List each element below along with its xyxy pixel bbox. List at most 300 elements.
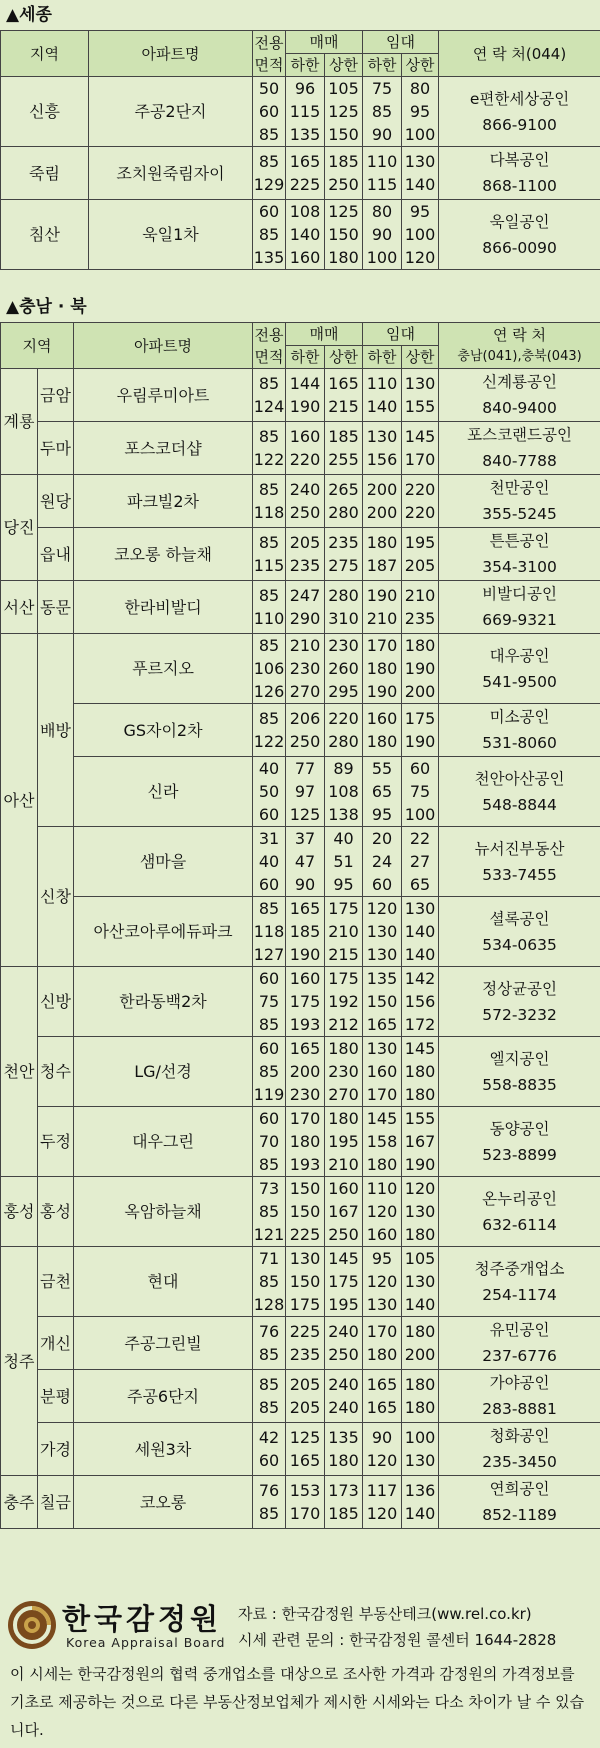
sale-high-cell <box>325 1317 363 1370</box>
sale-low-cell-value: 150 <box>289 1202 321 1221</box>
rent-low-cell-value: 187 <box>366 556 398 575</box>
sale-low-cell <box>286 1476 325 1529</box>
apartment-name: 주공6단지 <box>74 1370 253 1423</box>
sale-low-cell-value: 150 <box>289 1272 321 1291</box>
area-cell <box>253 827 286 897</box>
area-cell-value: 60 <box>258 1039 280 1058</box>
area-cell <box>253 1177 286 1247</box>
area-cell <box>253 704 286 757</box>
contact-cell <box>439 1037 600 1107</box>
rent-low-cell <box>363 1177 402 1247</box>
sale-high-cell-value: 210 <box>328 1155 359 1174</box>
area-cell <box>253 528 286 581</box>
area-cell-value: 85 <box>258 899 280 918</box>
area-cell-value: 85 <box>258 152 280 171</box>
sale-high-cell-value: 250 <box>328 1225 359 1244</box>
sale-low-cell-value: 115 <box>289 102 321 121</box>
kab-logo-icon <box>6 1599 58 1651</box>
sale-high-cell-value: 240 <box>328 1398 359 1417</box>
rent-low-cell-value: 170 <box>366 1085 398 1104</box>
area-cell <box>253 967 286 1037</box>
rent-high-cell-value: 155 <box>404 397 436 416</box>
rent-low-cell-value: 120 <box>366 1504 398 1523</box>
area-cell-value: 40 <box>258 852 280 871</box>
area-cell <box>253 1247 286 1317</box>
area-cell-value: 127 <box>253 945 285 964</box>
rent-low-cell-value: 120 <box>366 1451 398 1470</box>
rent-high-cell-value: 200 <box>404 682 436 701</box>
apartment-name: 대우그린 <box>74 1107 253 1177</box>
sale-low-cell-value: 160 <box>289 427 321 446</box>
agent-phone: 531-8060 <box>482 734 557 752</box>
sale-high-cell-value: 260 <box>328 659 359 678</box>
rent-high-cell <box>402 1247 439 1317</box>
area-cell-value: 76 <box>258 1322 280 1341</box>
rent-low-cell-value: 100 <box>366 248 398 267</box>
sejong-section <box>0 0 600 270</box>
rent-high-cell-value: 156 <box>404 992 436 1011</box>
sale-high-cell <box>325 581 363 634</box>
sale-high-cell-value: 175 <box>328 969 359 988</box>
sale-high-cell-value: 210 <box>328 922 359 941</box>
area-cell-value: 85 <box>258 1375 280 1394</box>
area-cell-value: 40 <box>258 759 280 778</box>
rent-high-cell <box>402 827 439 897</box>
sale-low-cell-value: 185 <box>289 922 321 941</box>
rent-low-cell <box>363 1370 402 1423</box>
header-area <box>253 323 286 369</box>
area-cell-value: 126 <box>253 682 285 701</box>
city-cell: 천안 <box>1 967 38 1177</box>
agent-name: 청주중개업소 <box>474 1259 565 1278</box>
apartment-name: 아산코아루에듀파크 <box>74 897 253 967</box>
table-row <box>1 1370 600 1423</box>
dong-cell: 두마 <box>38 422 74 475</box>
area-cell-value: 129 <box>253 175 285 194</box>
header-contact: 연 락 처(044) <box>439 31 600 77</box>
area-cell-value: 60 <box>258 202 280 221</box>
sale-low-cell-value: 205 <box>289 1398 321 1417</box>
sale-low-cell-value: 144 <box>289 374 321 393</box>
rent-low-cell-value: 180 <box>366 659 398 678</box>
area-cell <box>253 1476 286 1529</box>
rent-low-cell-value: 130 <box>366 1295 398 1314</box>
table-row <box>1 1476 600 1529</box>
table-row <box>1 200 600 270</box>
rent-low-cell <box>363 422 402 475</box>
disclaimer-text: 이 시세는 한국감정원의 협력 중개업소를 대상으로 조사한 가격과 감정원의 가격정보를 기초로 제공하는 것으로 다른 부동산정보업체가 제시한 시세와는 다소 차이가 날 수 있습니다. <box>10 1665 585 1739</box>
sejong-price-table <box>0 30 600 270</box>
area-cell-value: 50 <box>258 79 280 98</box>
area-cell-value: 85 <box>258 1015 280 1034</box>
contact-cell <box>439 369 600 422</box>
rent-low-cell <box>363 1423 402 1476</box>
sale-low-cell-value: 205 <box>289 1375 321 1394</box>
sale-high-cell-value: 215 <box>328 397 359 416</box>
sale-low-cell-value: 235 <box>289 1345 321 1364</box>
table-row <box>1 1107 600 1177</box>
header-sale-high: 상한 <box>325 54 363 77</box>
agent-phone: 541-9500 <box>482 672 557 691</box>
sale-low-cell-value: 135 <box>289 125 321 144</box>
sale-low-cell-value: 165 <box>289 899 321 918</box>
area-cell-value: 75 <box>258 992 280 1011</box>
contact-cell <box>439 1423 600 1476</box>
rent-high-cell-value: 142 <box>404 969 436 988</box>
area-cell <box>253 200 286 270</box>
sale-high-cell <box>325 827 363 897</box>
rent-low-cell <box>363 369 402 422</box>
rent-low-cell-value: 210 <box>366 609 398 628</box>
rent-high-cell-value: 180 <box>404 1375 436 1394</box>
table-row <box>1 757 600 827</box>
area-cell-value: 85 <box>258 1155 280 1174</box>
header-sale-high: 상한 <box>325 346 363 369</box>
sale-low-cell-value: 206 <box>289 709 321 728</box>
agent-phone: 632-6114 <box>482 1215 557 1234</box>
rent-high-cell <box>402 967 439 1037</box>
dong-cell: 금천 <box>38 1247 74 1317</box>
rent-low-cell <box>363 581 402 634</box>
area-cell-value: 121 <box>253 1225 285 1244</box>
area-cell-value: 71 <box>258 1249 280 1268</box>
apartment-name: 샘마을 <box>74 827 253 897</box>
dong-cell: 청수 <box>38 1037 74 1107</box>
sale-high-cell-value: 135 <box>328 1428 359 1447</box>
table-row <box>1 1317 600 1370</box>
sale-low-cell-value: 150 <box>289 1179 321 1198</box>
sale-high-cell-value: 192 <box>328 992 359 1011</box>
area-cell-value: 85 <box>258 533 280 552</box>
agent-name: 뉴서진부동산 <box>474 839 565 858</box>
agent-name: 포스코랜드공인 <box>467 426 572 444</box>
area-cell-value: 119 <box>253 1085 285 1104</box>
table-row <box>1 475 600 528</box>
table-row <box>1 422 600 475</box>
rent-high-cell-value: 130 <box>404 374 436 393</box>
area-cell <box>253 1107 286 1177</box>
sale-low-cell-value: 230 <box>289 1085 321 1104</box>
sale-high-cell-value: 275 <box>328 556 359 575</box>
sale-high-cell-value: 173 <box>328 1481 359 1500</box>
sale-low-cell-value: 160 <box>289 969 321 988</box>
area-cell-value: 124 <box>253 397 285 416</box>
dong-cell: 원당 <box>38 475 74 528</box>
sale-high-cell-value: 310 <box>328 609 359 628</box>
rent-low-cell <box>363 77 402 147</box>
header-sale-low: 하한 <box>286 54 325 77</box>
rent-high-cell-value: 190 <box>404 659 436 678</box>
agent-phone: 533-7455 <box>482 865 557 884</box>
header-sale-low: 하한 <box>286 346 325 369</box>
city-cell: 당진 <box>1 475 38 581</box>
contact-cell <box>439 704 600 757</box>
sale-low-cell <box>286 422 325 475</box>
apartment-name: 코오롱 <box>74 1476 253 1529</box>
dong-cell: 배방 <box>38 634 74 827</box>
rent-high-cell-value: 140 <box>404 1504 436 1523</box>
contact-cell <box>439 147 600 200</box>
sale-low-cell-value: 210 <box>289 636 321 655</box>
header-area <box>253 31 286 77</box>
area-cell-value: 122 <box>253 732 285 751</box>
rent-low-cell-value: 158 <box>366 1132 398 1151</box>
rent-high-cell-value: 130 <box>404 152 436 171</box>
rent-high-cell <box>402 369 439 422</box>
sale-high-cell-value: 40 <box>333 829 354 848</box>
city-cell: 계룡 <box>1 369 38 475</box>
sale-high-cell-value: 280 <box>328 732 359 751</box>
area-cell-value: 85 <box>258 709 280 728</box>
apartment-name: 파크빌2차 <box>74 475 253 528</box>
area-cell-value: 60 <box>258 969 280 988</box>
agent-phone: 572-3232 <box>482 1005 557 1024</box>
header-contact-line1: 연 락 처 <box>493 325 547 344</box>
rent-high-cell-value: 100 <box>404 225 436 244</box>
rent-low-cell-value: 165 <box>366 1375 398 1394</box>
sale-high-cell <box>325 1476 363 1529</box>
agent-name: 천만공인 <box>489 479 550 497</box>
agent-name: 욱일공인 <box>489 212 550 231</box>
area-cell <box>253 897 286 967</box>
sale-low-cell <box>286 1107 325 1177</box>
rent-high-cell <box>402 1370 439 1423</box>
sale-low-cell <box>286 1370 325 1423</box>
sale-low-cell <box>286 1317 325 1370</box>
sale-low-cell <box>286 77 325 147</box>
sale-low-cell-value: 225 <box>289 1322 321 1341</box>
chungnam-title: ▲충남 · 북 <box>6 297 87 317</box>
sale-high-cell <box>325 528 363 581</box>
rent-low-cell-value: 110 <box>366 152 398 171</box>
sale-low-cell-value: 230 <box>289 659 321 678</box>
contact-cell <box>439 1247 600 1317</box>
sale-high-cell-value: 175 <box>328 1272 359 1291</box>
rent-high-cell-value: 22 <box>409 829 431 848</box>
sale-low-cell-value: 190 <box>289 397 321 416</box>
apartment-name: 주공2단지 <box>89 77 253 147</box>
sale-low-cell-value: 193 <box>289 1155 321 1174</box>
table-row <box>1 369 600 422</box>
footer-banner <box>0 1595 600 1657</box>
rent-high-cell-value: 75 <box>409 782 431 801</box>
header-area-line1: 전용 <box>254 325 284 344</box>
area-cell-value: 85 <box>258 1062 280 1081</box>
apartment-name: LG/선경 <box>74 1037 253 1107</box>
sale-low-cell-value: 250 <box>289 503 321 522</box>
area-cell-value: 85 <box>258 374 280 393</box>
rent-low-cell-value: 90 <box>371 1428 393 1447</box>
table-row <box>1 77 600 147</box>
sale-low-cell-value: 247 <box>289 586 321 605</box>
header-region: 지역 <box>1 323 74 369</box>
area-cell-value: 118 <box>253 922 285 941</box>
area-cell-value: 128 <box>253 1295 285 1314</box>
sale-high-cell-value: 235 <box>328 533 359 552</box>
rent-high-cell-value: 80 <box>409 79 431 98</box>
rent-low-cell-value: 90 <box>371 125 393 144</box>
contact-cell <box>439 967 600 1037</box>
rent-low-cell-value: 145 <box>366 1109 398 1128</box>
sale-high-cell-value: 165 <box>328 374 359 393</box>
rent-low-cell-value: 165 <box>366 1015 398 1034</box>
sale-high-cell-value: 185 <box>328 152 359 171</box>
dong-cell: 개신 <box>38 1317 74 1370</box>
rent-low-cell <box>363 634 402 704</box>
rent-high-cell-value: 130 <box>404 1272 436 1291</box>
rent-low-cell-value: 85 <box>371 102 393 121</box>
table-row <box>1 1247 600 1317</box>
table-row <box>1 147 600 200</box>
rent-high-cell-value: 130 <box>404 1451 436 1470</box>
area-cell-value: 85 <box>258 586 280 605</box>
rent-high-cell <box>402 77 439 147</box>
sale-high-cell <box>325 1177 363 1247</box>
sale-high-cell-value: 280 <box>328 503 359 522</box>
sale-low-cell-value: 225 <box>289 175 321 194</box>
sale-high-cell-value: 212 <box>328 1015 359 1034</box>
rent-low-cell-value: 130 <box>366 945 398 964</box>
rent-high-cell-value: 130 <box>404 899 436 918</box>
area-cell-value: 85 <box>258 1202 280 1221</box>
area-cell-value: 31 <box>258 829 280 848</box>
table-row <box>1 897 600 967</box>
area-cell <box>253 475 286 528</box>
sale-high-cell-value: 265 <box>328 480 359 499</box>
rent-high-cell-value: 235 <box>404 609 436 628</box>
sale-high-cell-value: 230 <box>328 1062 359 1081</box>
rent-low-cell-value: 140 <box>366 397 398 416</box>
sale-low-cell-value: 130 <box>289 1249 321 1268</box>
rent-low-cell-value: 130 <box>366 922 398 941</box>
header-contact-line2: 충남(041),충북(043) <box>457 348 582 364</box>
rent-high-cell <box>402 704 439 757</box>
rent-high-cell <box>402 581 439 634</box>
sale-high-cell-value: 215 <box>328 945 359 964</box>
rent-high-cell-value: 180 <box>404 1322 436 1341</box>
sale-low-cell <box>286 475 325 528</box>
contact-cell <box>439 634 600 704</box>
sale-high-cell-value: 255 <box>328 450 359 469</box>
area-cell-value: 85 <box>258 1504 280 1523</box>
table-row <box>1 1177 600 1247</box>
contact-cell <box>439 1370 600 1423</box>
apartment-name: 조치원죽림자이 <box>89 147 253 200</box>
sale-high-cell-value: 89 <box>333 759 354 778</box>
dong-cell: 신창 <box>38 827 74 967</box>
rent-low-cell-value: 20 <box>371 829 393 848</box>
rent-low-cell-value: 160 <box>366 1062 398 1081</box>
header-contact <box>439 323 600 369</box>
dong-cell: 가경 <box>38 1423 74 1476</box>
area-cell <box>253 422 286 475</box>
sale-high-cell <box>325 897 363 967</box>
area-cell-value: 60 <box>258 805 280 824</box>
chungnam-price-table <box>0 322 600 1529</box>
rent-low-cell-value: 80 <box>371 202 393 221</box>
sale-low-cell-value: 240 <box>289 480 321 499</box>
rent-high-cell <box>402 475 439 528</box>
area-cell-value: 60 <box>258 875 280 894</box>
header-sale: 매매 <box>286 323 363 346</box>
sale-low-cell <box>286 704 325 757</box>
sale-low-cell-value: 200 <box>289 1062 321 1081</box>
sale-high-cell-value: 180 <box>328 248 359 267</box>
apartment-name: 옥암하늘채 <box>74 1177 253 1247</box>
agent-phone: 283-8881 <box>482 1400 557 1418</box>
rent-low-cell-value: 165 <box>366 1398 398 1417</box>
sale-high-cell-value: 175 <box>328 899 359 918</box>
table-row <box>1 1423 600 1476</box>
contact-cell <box>439 1177 600 1247</box>
agent-name: 비발디공인 <box>482 585 557 603</box>
area-cell <box>253 581 286 634</box>
area-cell-value: 60 <box>258 1451 280 1470</box>
rent-low-cell-value: 170 <box>366 1322 398 1341</box>
sale-low-cell-value: 96 <box>294 79 316 98</box>
dong-cell: 분평 <box>38 1370 74 1423</box>
rent-low-cell-value: 130 <box>366 1039 398 1058</box>
rent-high-cell-value: 145 <box>404 427 436 446</box>
rent-low-cell-value: 160 <box>366 709 398 728</box>
rent-low-cell <box>363 1107 402 1177</box>
sale-high-cell <box>325 147 363 200</box>
dong-cell: 홍성 <box>38 1177 74 1247</box>
agent-phone: 523-8899 <box>482 1145 557 1164</box>
area-cell-value: 76 <box>258 1481 280 1500</box>
rent-low-cell-value: 150 <box>366 992 398 1011</box>
city-cell: 청주 <box>1 1247 38 1476</box>
sale-low-cell-value: 77 <box>294 759 316 778</box>
agent-phone: 534-0635 <box>482 935 557 954</box>
sale-high-cell-value: 150 <box>328 125 359 144</box>
contact-cell <box>439 200 600 270</box>
rent-low-cell-value: 200 <box>366 503 398 522</box>
sale-low-cell-value: 37 <box>294 829 316 848</box>
rent-high-cell <box>402 634 439 704</box>
rent-high-cell-value: 65 <box>409 875 431 894</box>
contact-cell <box>439 422 600 475</box>
sale-low-cell <box>286 967 325 1037</box>
agent-name: 유민공인 <box>489 1321 550 1339</box>
rent-low-cell-value: 95 <box>371 1249 393 1268</box>
contact-cell <box>439 77 600 147</box>
sale-high-cell <box>325 967 363 1037</box>
agent-name: 엘지공인 <box>489 1049 550 1068</box>
rent-low-cell <box>363 1037 402 1107</box>
area-cell-value: 85 <box>258 636 280 655</box>
rent-low-cell-value: 115 <box>366 175 398 194</box>
sale-low-cell-value: 290 <box>289 609 321 628</box>
chungnam-section <box>0 292 600 1529</box>
area-cell-value: 85 <box>258 1345 280 1364</box>
rent-high-cell-value: 200 <box>404 1345 436 1364</box>
rent-high-cell-value: 120 <box>404 248 436 267</box>
contact-cell <box>439 757 600 827</box>
sale-low-cell-value: 225 <box>289 1225 321 1244</box>
rent-high-cell-value: 95 <box>409 202 431 221</box>
sale-low-cell-value: 125 <box>289 1428 321 1447</box>
area-cell <box>253 369 286 422</box>
area-cell-value: 106 <box>253 659 285 678</box>
rent-high-cell-value: 190 <box>404 732 436 751</box>
sale-high-cell-value: 180 <box>328 1039 359 1058</box>
contact-cell <box>439 528 600 581</box>
rent-low-cell-value: 95 <box>371 805 393 824</box>
agent-name: 미소공인 <box>489 708 550 726</box>
rent-high-cell-value: 180 <box>404 1085 436 1104</box>
header-rent: 임대 <box>363 323 439 346</box>
